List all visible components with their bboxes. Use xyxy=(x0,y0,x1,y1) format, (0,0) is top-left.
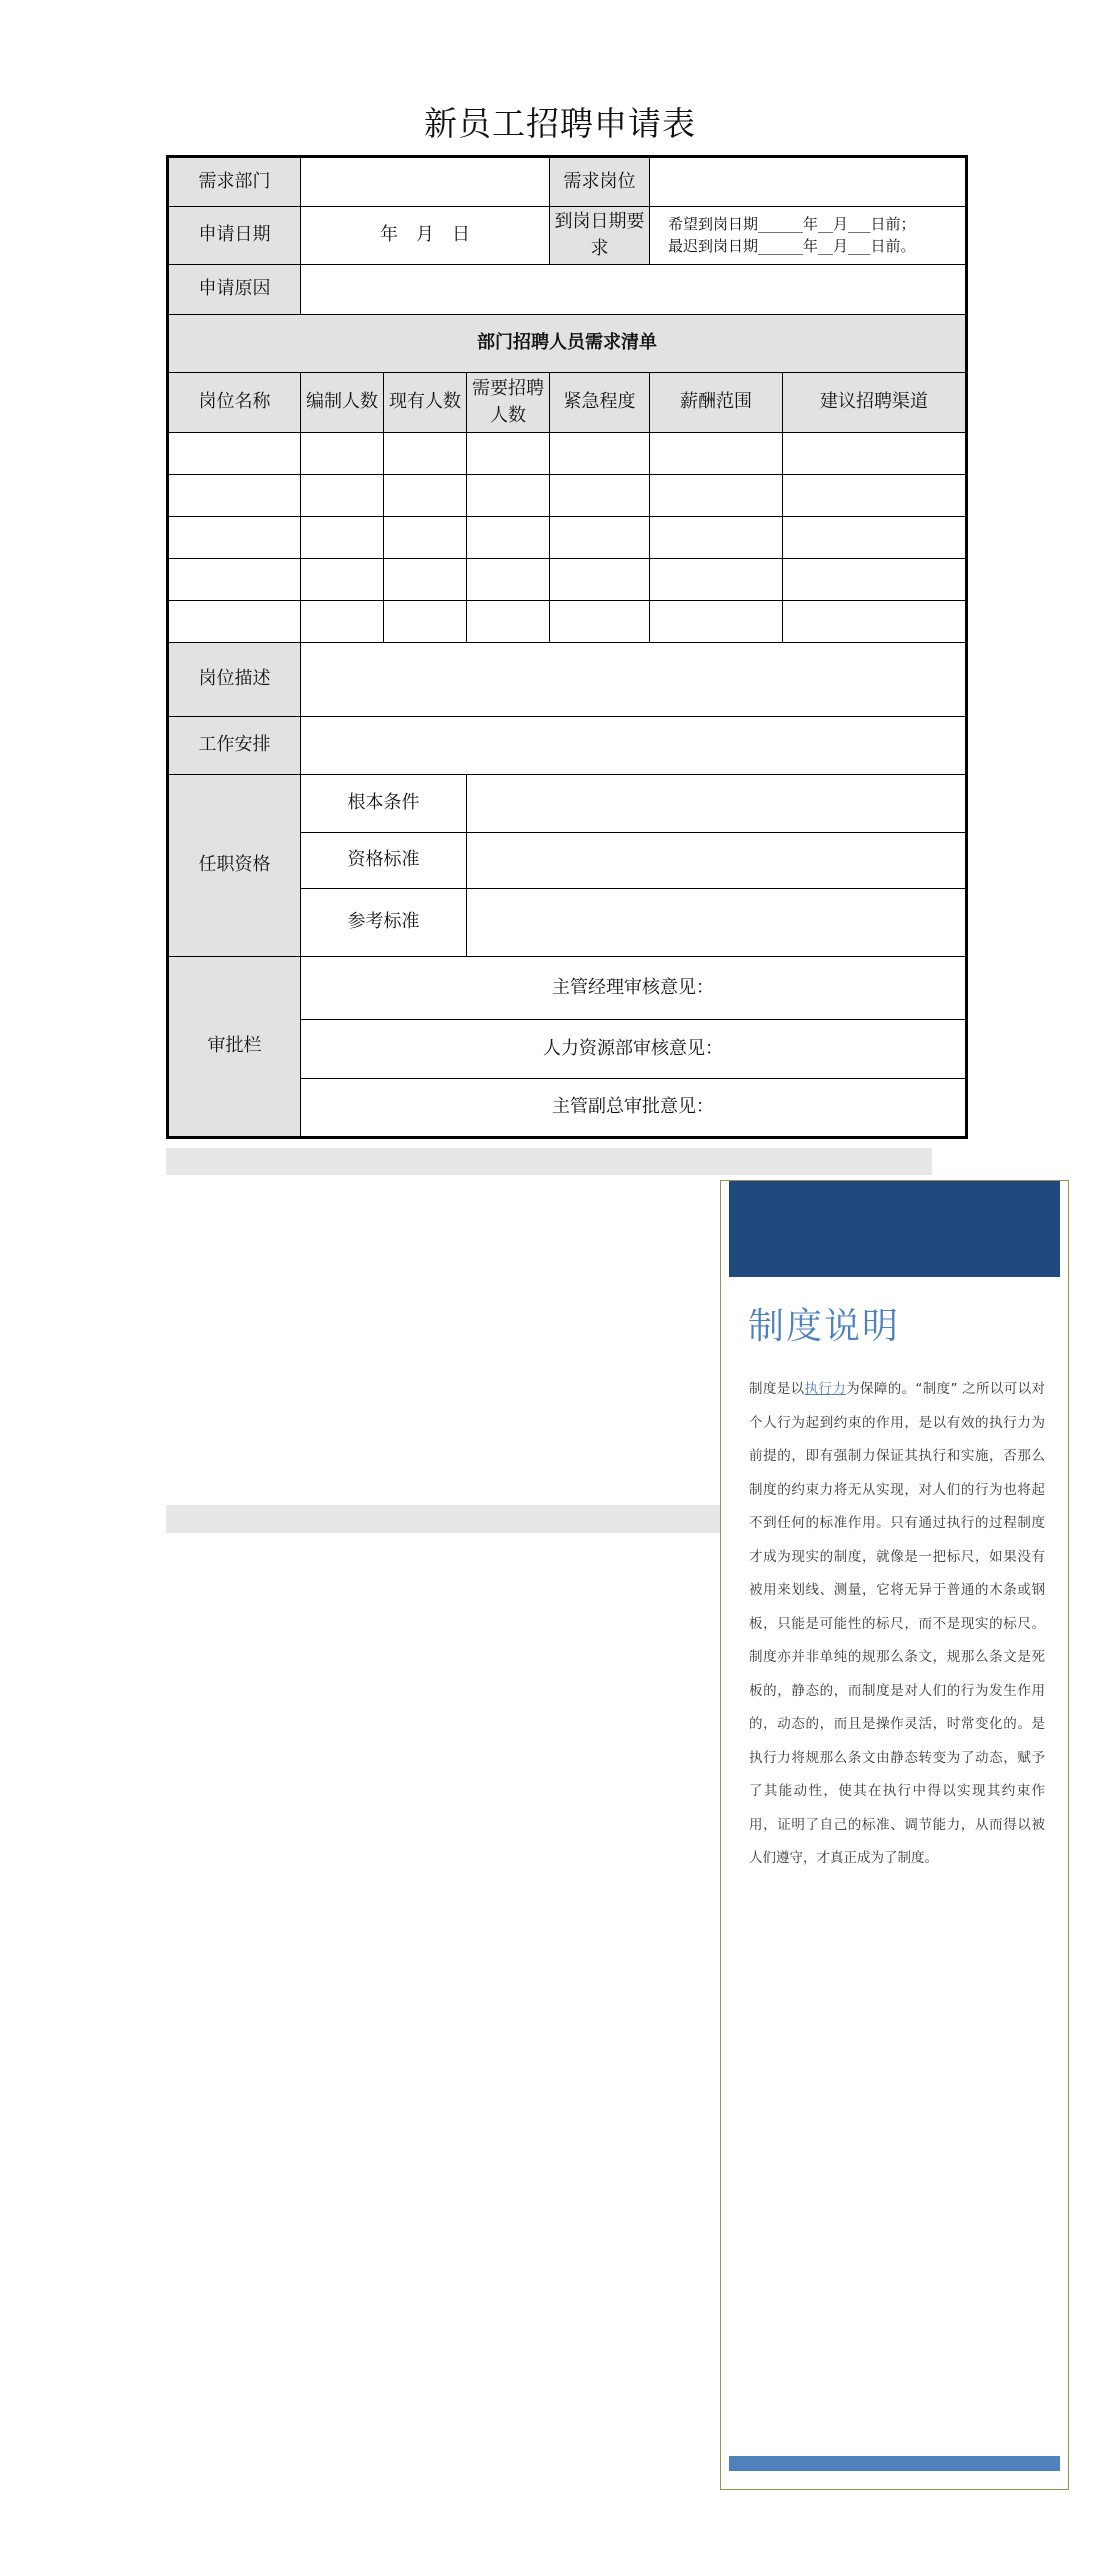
qual-standard-label: 资格标准 xyxy=(301,833,467,889)
table-cell[interactable] xyxy=(168,517,301,559)
table-cell[interactable] xyxy=(650,517,783,559)
section-title: 部门招聘人员需求清单 xyxy=(168,315,967,373)
qual-basic-label: 根本条件 xyxy=(301,775,467,833)
column-header: 编制人数 xyxy=(301,373,384,433)
job-desc-field[interactable] xyxy=(301,643,967,717)
grey-band-middle xyxy=(166,1505,720,1533)
table-cell[interactable] xyxy=(301,601,384,643)
work-arrangement-label: 工作安排 xyxy=(168,717,301,775)
table-cell[interactable] xyxy=(384,475,467,517)
table-cell[interactable] xyxy=(783,433,967,475)
table-cell[interactable] xyxy=(301,433,384,475)
table-row xyxy=(168,517,967,559)
table-row xyxy=(168,559,967,601)
sidebar-header-bar xyxy=(729,1181,1060,1277)
position-label: 需求岗位 xyxy=(550,157,650,207)
table-cell[interactable] xyxy=(301,559,384,601)
table-cell[interactable] xyxy=(467,517,550,559)
sidebar-footer-bar xyxy=(729,2456,1060,2471)
arrival-label: 到岗日期要求 xyxy=(550,207,650,265)
table-cell[interactable] xyxy=(384,559,467,601)
dept-label: 需求部门 xyxy=(168,157,301,207)
dept-field[interactable] xyxy=(301,157,550,207)
sidebar-body-text: 为保障的。“制度” 之所以可以对个人行为起到约束的作用，是以有效的执行力为前提的，即有强制力保证其执行和实施，否那么制度的约束力将无从实现，对人们的行为也将起不到任何的标准作用。只有通过执行的过程制度才成为现实的制度，就像是一把标尺，如果没有被用来划线、测量，它将无异于普通的木条或钢板，只能是可能性的标尺，而不是现实的标尺。制度亦并非单纯的规那么条文，规那么条文是死板的，静态的，而制度是对人们的行为发生作用的，动态的，而且是操作灵活，时常变化的。是执行力将规那么条文由静态转变为了动态，赋予了其能动性，使其在执行中得以实现其约束作用，证明了自己的标准、调节能力，从而得以被人们遵守，才真正成为了制度。 xyxy=(749,1381,1046,1866)
qual-reference-field[interactable] xyxy=(467,889,967,957)
approval-label: 审批栏 xyxy=(168,957,301,1138)
table-cell[interactable] xyxy=(650,475,783,517)
table-cell[interactable] xyxy=(384,433,467,475)
column-header: 薪酬范围 xyxy=(650,373,783,433)
approval-hr[interactable]: 人力资源部审核意见： xyxy=(301,1020,967,1079)
page-title: 新员工招聘申请表 xyxy=(424,104,696,143)
table-cell[interactable] xyxy=(467,433,550,475)
table-cell[interactable] xyxy=(384,517,467,559)
table-cell[interactable] xyxy=(550,433,650,475)
recruitment-form xyxy=(166,155,968,1139)
approval-vp[interactable]: 主管副总审批意见： xyxy=(301,1079,967,1138)
date-field[interactable]: 年 月 日 xyxy=(301,207,550,265)
sidebar-body xyxy=(749,1373,1045,1876)
table-cell[interactable] xyxy=(550,559,650,601)
table-row xyxy=(168,433,967,475)
table-cell[interactable] xyxy=(301,475,384,517)
column-header: 岗位名称 xyxy=(168,373,301,433)
qual-basic-field[interactable] xyxy=(467,775,967,833)
table-cell[interactable] xyxy=(783,601,967,643)
qual-standard-field[interactable] xyxy=(467,833,967,889)
grey-band-top xyxy=(166,1148,932,1175)
approval-manager[interactable]: 主管经理审核意见： xyxy=(301,957,967,1020)
column-header: 建议招聘渠道 xyxy=(783,373,967,433)
qualification-label: 任职资格 xyxy=(168,775,301,957)
table-cell[interactable] xyxy=(550,475,650,517)
table-cell[interactable] xyxy=(783,517,967,559)
table-cell[interactable] xyxy=(783,559,967,601)
table-cell[interactable] xyxy=(650,433,783,475)
qual-reference-label: 参考标准 xyxy=(301,889,467,957)
table-row xyxy=(168,601,967,643)
sidebar-panel xyxy=(720,1180,1069,2490)
table-cell[interactable] xyxy=(550,517,650,559)
reason-label: 申请原因 xyxy=(168,265,301,315)
table-cell[interactable] xyxy=(550,601,650,643)
reason-field[interactable] xyxy=(301,265,967,315)
work-arrangement-field[interactable] xyxy=(301,717,967,775)
table-cell[interactable] xyxy=(467,475,550,517)
arrival-expect-line1: 希望到岗日期______年__月___日前； xyxy=(668,214,916,233)
table-cell[interactable] xyxy=(467,559,550,601)
table-cell[interactable] xyxy=(650,601,783,643)
table-cell[interactable] xyxy=(168,433,301,475)
table-cell[interactable] xyxy=(168,601,301,643)
table-cell[interactable] xyxy=(168,475,301,517)
column-header: 需要招聘人数 xyxy=(467,373,550,433)
table-cell[interactable] xyxy=(301,517,384,559)
table-cell[interactable] xyxy=(168,559,301,601)
column-header: 现有人数 xyxy=(384,373,467,433)
sidebar-body-prefix: 制度是以 xyxy=(749,1381,805,1397)
table-cell[interactable] xyxy=(384,601,467,643)
date-label: 申请日期 xyxy=(168,207,301,265)
table-cell[interactable] xyxy=(783,475,967,517)
column-header: 紧急程度 xyxy=(550,373,650,433)
execution-link[interactable]: 执行力 xyxy=(804,1381,847,1397)
job-desc-label: 岗位描述 xyxy=(168,643,301,717)
table-row xyxy=(168,475,967,517)
table-cell[interactable] xyxy=(650,559,783,601)
position-field[interactable] xyxy=(650,157,967,207)
arrival-expect-line2: 最迟到岗日期______年__月___日前。 xyxy=(668,236,916,255)
table-cell[interactable] xyxy=(467,601,550,643)
arrival-field[interactable] xyxy=(650,207,967,265)
sidebar-title: 制度说明 xyxy=(748,1306,901,1347)
